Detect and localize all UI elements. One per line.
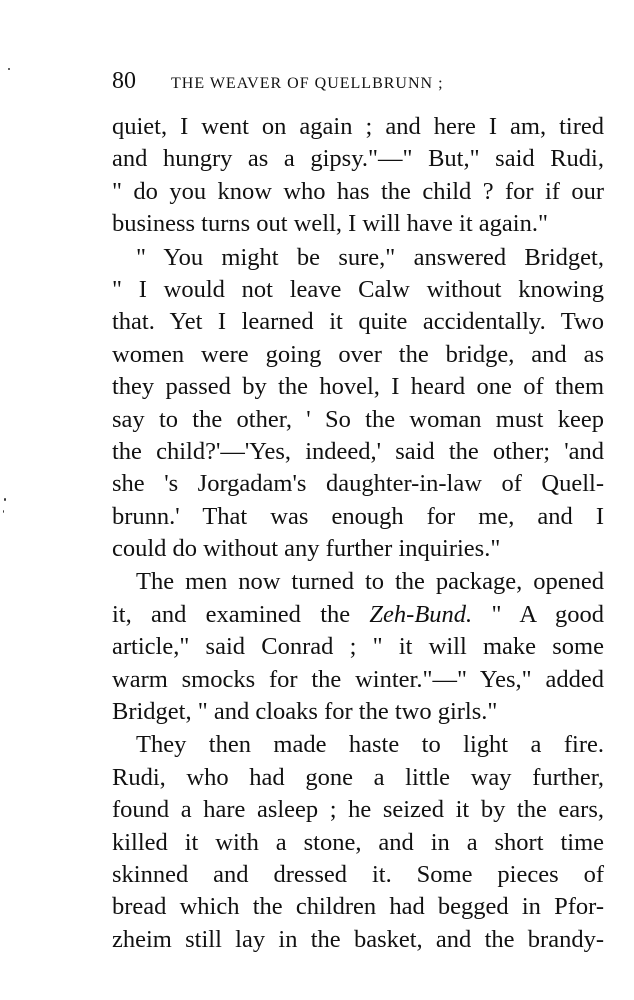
text-line: brunn.' That was enough for me, and I [112,502,604,530]
text-line: article," said Conrad ; " it will make some [112,633,604,661]
paragraph [112,566,604,728]
text-line: Bridget, " and cloaks for the two girls." [112,698,498,726]
text-line: found a hare asleep ; he seized it by the ears, [112,796,604,824]
text-line: quiet, I went on again ; and here I am, tired [112,113,604,140]
print-speck [4,498,6,501]
text-line: business turns out well, I will have it again." [112,210,548,238]
text-line: Rudi, who had gone a little way further, [112,763,604,791]
text-line: they passed by the hovel, I heard one of them [112,373,604,401]
print-speck [3,510,4,513]
text-line: that. Yet I learned it quite accidentally. Two [112,308,604,336]
text-line: she 's Jorgadam's daughter-in-law of Quell- [112,470,604,498]
text-line: " I would not leave Calw without knowing [112,275,604,303]
text-line: killed it with a stone, and in a short time [112,828,604,856]
paragraph [112,242,604,566]
text-line: zheim still lay in the basket, and the brandy- [112,925,604,953]
page-header [112,64,612,98]
text-line: it, and examined the Zeh-Bund. " A good [112,600,604,628]
text-line: skinned and dressed it. Some pieces of [112,860,604,888]
paragraph [112,111,604,241]
text-line: " You might be sure," answered Bridget, [136,243,604,271]
print-speck [8,68,10,70]
paragraph [112,729,604,956]
text-line: They then made haste to light a fire. [136,731,604,759]
text-line: warm smocks for the winter."—" Yes," added [112,665,604,693]
running-title: THE WEAVER OF QUELLBRUNN ; [171,75,444,92]
italic-term: Zeh-Bund. [369,600,473,628]
text-line: the child?'—'Yes, indeed,' said the other; 'and [112,437,604,465]
page-number: 80 [112,68,136,94]
text-line: and hungry as a gipsy."—" But," said Rudi, [112,145,604,173]
text-line: women were going over the bridge, and as [112,340,604,368]
text-line: The men now turned to the package, opened [136,568,604,596]
text-line: bread which the children had begged in Pfor- [112,893,604,921]
text-line: " do you know who has the child ? for if our [112,177,604,205]
body-text [112,111,604,956]
text-line: say to the other, ' So the woman must keep [112,405,604,433]
text-line: could do without any further inquiries." [112,535,501,563]
